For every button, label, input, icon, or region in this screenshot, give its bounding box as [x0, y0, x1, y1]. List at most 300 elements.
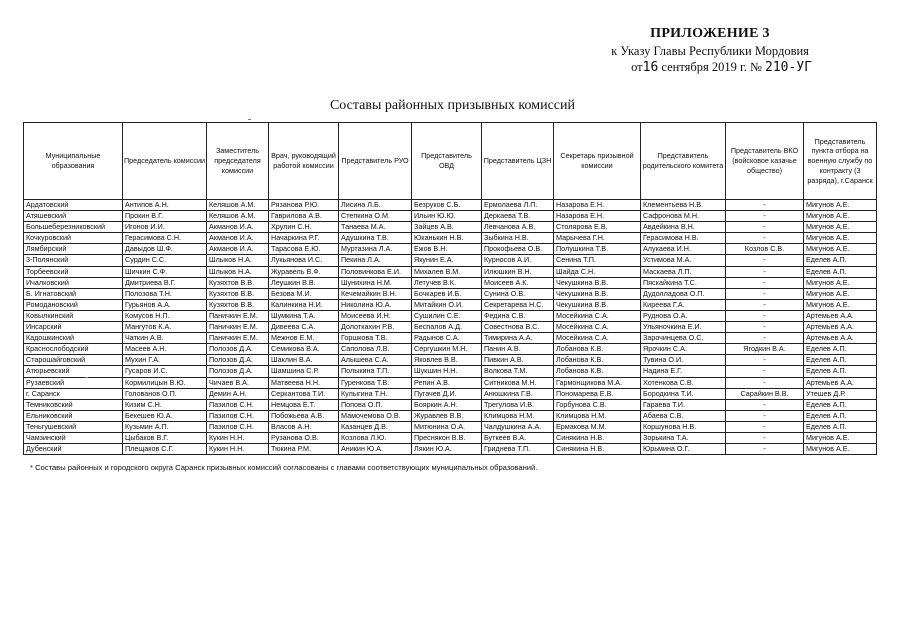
table-cell: Лукьянова И.С.: [269, 255, 339, 266]
table-cell: Шлыков Н.А.: [207, 266, 269, 277]
table-cell: Шамшина С.Р.: [269, 366, 339, 377]
table-cell: Чамзинский: [24, 432, 123, 443]
table-cell: Дудолладова О.П.: [641, 288, 726, 299]
table-cell: Пономарева Е.В.: [554, 388, 641, 399]
table-cell: Чекушкина В.В.: [554, 288, 641, 299]
footnote: * Составы районных и городского округа Саранск призывных комиссий согласованы с главами соответствующих муниципальных образований.: [30, 463, 538, 472]
table-cell: Полозова Т.Н.: [123, 288, 207, 299]
table-cell: Мамочемова О.В.: [339, 410, 412, 421]
table-row: [24, 310, 877, 321]
table-header-row: [24, 123, 877, 200]
table-cell: Кулыгина Т.Н.: [339, 388, 412, 399]
table-cell: Коршунова Н.В.: [641, 421, 726, 432]
table-cell: Ичалковский: [24, 277, 123, 288]
table-cell: Горбунова С.В.: [554, 399, 641, 410]
table-cell: -: [726, 277, 804, 288]
table-cell: Мигунов А.Е.: [804, 233, 877, 244]
table-cell: Кузьмин А.П.: [123, 421, 207, 432]
table-cell: Чекушкина В.В.: [554, 277, 641, 288]
table-cell: Масеев А.Н.: [123, 344, 207, 355]
table-cell: Гуренкова Т.В.: [339, 377, 412, 388]
table-cell: -: [726, 222, 804, 233]
header-deputy: Заместитель председателя комиссии: [207, 123, 269, 200]
table-cell: Гурьянов А.А.: [123, 299, 207, 310]
table-row: [24, 322, 877, 333]
table-cell: Адушкина Т.В.: [339, 233, 412, 244]
table-header: [24, 123, 877, 200]
table-cell: Танаева М.А.: [339, 222, 412, 233]
table-cell: Совестнова В.С.: [482, 322, 554, 333]
table-cell: Лякин Ю.А.: [412, 444, 482, 455]
table-cell: Зайцев А.В.: [412, 222, 482, 233]
table-cell: Ковылкинский: [24, 310, 123, 321]
table-cell: Якунин Е.А.: [412, 255, 482, 266]
table-cell: Плещаков С.Г.: [123, 444, 207, 455]
table-cell: -: [726, 211, 804, 222]
table-cell: Аникин Ю.А.: [339, 444, 412, 455]
table-cell: Буткеев В.А.: [482, 432, 554, 443]
table-cell: Ермолаева Л.П.: [482, 200, 554, 211]
table-cell: Долоткахин Р.В.: [339, 322, 412, 333]
table-cell: -: [726, 377, 804, 388]
table-row: [24, 233, 877, 244]
table-cell: -: [726, 399, 804, 410]
table-cell: Кузяхтов В.В.: [207, 277, 269, 288]
table-cell: Полыкина Т.П.: [339, 366, 412, 377]
table-cell: Безова М.И.: [269, 288, 339, 299]
table-cell: Атюрьевский: [24, 366, 123, 377]
table-cell: Полозов Д.А.: [207, 344, 269, 355]
table-cell: Полозов Д.А.: [207, 366, 269, 377]
table-cell: Муртазина Л.А.: [339, 244, 412, 255]
table-cell: Сушилин С.Е.: [412, 310, 482, 321]
table-cell: Киреева Г.А.: [641, 299, 726, 310]
table-cell: Еделев А.П.: [804, 344, 877, 355]
table-cell: Левчанова А.В.: [482, 222, 554, 233]
table-cell: Столярова Е.В.: [554, 222, 641, 233]
table-cell: Кизим С.Н.: [123, 399, 207, 410]
table-cell: Николина Ю.А.: [339, 299, 412, 310]
table-row: [24, 388, 877, 399]
appendix-title: ПРИЛОЖЕНИЕ 3: [650, 26, 770, 41]
table-cell: Торбеевский: [24, 266, 123, 277]
table-cell: Ярочкин С.А.: [641, 344, 726, 355]
table-cell: Секретарева Н.С.: [482, 299, 554, 310]
table-cell: Шунихина Н.М.: [339, 277, 412, 288]
table-cell: Ильин Ю.Ю.: [412, 211, 482, 222]
table-cell: Пяскайкина Т.С.: [641, 277, 726, 288]
table-row: [24, 299, 877, 310]
table-cell: Илюшкин В.Н.: [482, 266, 554, 277]
table-cell: Еделев А.П.: [804, 355, 877, 366]
table-cell: -: [726, 355, 804, 366]
table-cell: Тимирина А.А.: [482, 333, 554, 344]
table-cell: Козлова Л.Ю.: [339, 432, 412, 443]
table-cell: Шумкина Т.А.: [269, 310, 339, 321]
table-row: [24, 410, 877, 421]
table-cell: Акманов И.А.: [207, 222, 269, 233]
table-cell: Мигунов А.Е.: [804, 444, 877, 455]
table-cell: Климцова Н.М.: [482, 410, 554, 421]
table-cell: -: [726, 444, 804, 455]
table-cell: Еделев А.П.: [804, 366, 877, 377]
table-cell: Побожьева А.В.: [269, 410, 339, 421]
table-cell: Власов А.Н.: [269, 421, 339, 432]
table-cell: Журавель В.Ф.: [269, 266, 339, 277]
table-cell: Большеберезниковский: [24, 222, 123, 233]
table-cell: Рязанова Р.Ю.: [269, 200, 339, 211]
table-cell: Сарайкин В.В.: [726, 388, 804, 399]
table-cell: Радынов С.А.: [412, 333, 482, 344]
table-cell: Яковлев В.В.: [412, 355, 482, 366]
table-cell: Полушкина Т.В.: [554, 244, 641, 255]
table-cell: -: [726, 288, 804, 299]
table-cell: Деркаева Т.В.: [482, 211, 554, 222]
table-cell: Бородкина Т.И.: [641, 388, 726, 399]
table-row: [24, 444, 877, 455]
table-cell: -: [726, 299, 804, 310]
table-row: [24, 344, 877, 355]
table-cell: Журавлев В.В.: [412, 410, 482, 421]
table-cell: Михалев В.М.: [412, 266, 482, 277]
table-cell: Устимова М.А.: [641, 255, 726, 266]
table-cell: Мосейкина С.А.: [554, 322, 641, 333]
table-cell: Артемьев А.А.: [804, 310, 877, 321]
header-secretary: Секретарь призывной комиссии: [554, 123, 641, 200]
header-czn: Представитель ЦЗН: [482, 123, 554, 200]
table-cell: Прокофьева О.В.: [482, 244, 554, 255]
table-body: [24, 200, 877, 455]
table-cell: Пивкин А.В.: [482, 355, 554, 366]
table-cell: Бекешев Ю.А.: [123, 410, 207, 421]
table-cell: Голованов О.П.: [123, 388, 207, 399]
table-cell: Лямбирский: [24, 244, 123, 255]
table-cell: Акманов И.А.: [207, 244, 269, 255]
table-cell: Шичкин С.Ф.: [123, 266, 207, 277]
table-cell: Сенина Т.П.: [554, 255, 641, 266]
table-cell: Дмитриева В.Г.: [123, 277, 207, 288]
table-cell: Ельниковский: [24, 410, 123, 421]
header-municipality: Муниципальные образования: [24, 123, 123, 200]
table-cell: Горшкова Т.В.: [339, 333, 412, 344]
table-cell: Зыбкина Н.В.: [482, 233, 554, 244]
table-cell: -: [726, 255, 804, 266]
table-cell: -: [726, 266, 804, 277]
table-cell: Лисина Л.Б.: [339, 200, 412, 211]
appendix-date-line: [560, 60, 860, 75]
table-cell: Гаврилова А.В.: [269, 211, 339, 222]
table-cell: Степкина О.М.: [339, 211, 412, 222]
table-row: [24, 366, 877, 377]
table-cell: Калинкина Н.И.: [269, 299, 339, 310]
table-cell: Пазилов С.Н.: [207, 399, 269, 410]
table-cell: -: [726, 233, 804, 244]
table-cell: -: [726, 200, 804, 211]
table-cell: Межнов Е.М.: [269, 333, 339, 344]
table-cell: Саполова Л.В.: [339, 344, 412, 355]
table-cell: Авдейкина В.Н.: [641, 222, 726, 233]
table-cell: Игонов И.И.: [123, 222, 207, 233]
table-cell: Тарасова Е.Ю.: [269, 244, 339, 255]
table-cell: Надина Е.Г.: [641, 366, 726, 377]
table-cell: Сергушкин М.Н.: [412, 344, 482, 355]
table-cell: Пазилов С.Н.: [207, 410, 269, 421]
table-cell: Полозов Д.А.: [207, 355, 269, 366]
table-cell: Пазилов С.Н.: [207, 421, 269, 432]
table-cell: Клементьева Н.В.: [641, 200, 726, 211]
table-cell: Кочкуровский: [24, 233, 123, 244]
table-cell: Цыбаков В.Г.: [123, 432, 207, 443]
table-cell: Зорькина Т.А.: [641, 432, 726, 443]
table-cell: Еделев А.П.: [804, 266, 877, 277]
table-cell: Ромодановский: [24, 299, 123, 310]
table-cell: Кукин Н.Н.: [207, 432, 269, 443]
table-cell: Мангутов К.А.: [123, 322, 207, 333]
table-cell: Мигунов А.Е.: [804, 244, 877, 255]
table-cell: 3-Полянский: [24, 255, 123, 266]
table-cell: г. Саранск: [24, 388, 123, 399]
decree-number: 210-УГ: [765, 60, 812, 75]
table-cell: Артемьев А.А.: [804, 322, 877, 333]
table-cell: Утешев Д.Р.: [804, 388, 877, 399]
table-cell: Синякина Н.В.: [554, 432, 641, 443]
table-cell: Безруков С.Б.: [412, 200, 482, 211]
table-cell: Кормилицын В.Ю.: [123, 377, 207, 388]
table-cell: Паничкин Е.М.: [207, 310, 269, 321]
table-cell: -: [726, 410, 804, 421]
table-cell: Федина С.В.: [482, 310, 554, 321]
table-cell: Руднова О.А.: [641, 310, 726, 321]
table-cell: Мигунов А.Е.: [804, 211, 877, 222]
table-cell: Паничкин Е.М.: [207, 333, 269, 344]
table-cell: Климцова Н.М.: [554, 410, 641, 421]
table-cell: Кузяхтов В.В.: [207, 288, 269, 299]
table-cell: Еделев А.П.: [804, 399, 877, 410]
table-cell: Мигунов А.Е.: [804, 222, 877, 233]
table-cell: Половинкова Е.И.: [339, 266, 412, 277]
table-cell: Темниковский: [24, 399, 123, 410]
document-title: Составы районных призывных комиссий: [329, 98, 576, 113]
table-cell: Еделев А.П.: [804, 410, 877, 421]
table-cell: Мигунов А.Е.: [804, 200, 877, 211]
table-cell: Хотенкова С.В.: [641, 377, 726, 388]
table-cell: Келяшов А.М.: [207, 211, 269, 222]
table-cell: Мигунов А.Е.: [804, 299, 877, 310]
table-cell: Гармонщикова М.А.: [554, 377, 641, 388]
scan-speck: [85, 377, 88, 378]
table-cell: Шлыков Н.А.: [207, 255, 269, 266]
header-ruo: Представитель РУО: [339, 123, 412, 200]
table-cell: Чекушкина В.В.: [554, 299, 641, 310]
table-cell: Шайда С.Н.: [554, 266, 641, 277]
table-cell: Гараева Т.И.: [641, 399, 726, 410]
table-cell: Краснослободский: [24, 344, 123, 355]
commission-table: [23, 122, 877, 455]
table-cell: Митюнина О.А.: [412, 421, 482, 432]
table-cell: Б. Игнатовский: [24, 288, 123, 299]
table-cell: Тувина О.И.: [641, 355, 726, 366]
table-cell: Келяшов А.М.: [207, 200, 269, 211]
table-cell: Козлов С.В.: [726, 244, 804, 255]
table-cell: Ульяночкина Е.И.: [641, 322, 726, 333]
table-cell: Митайкин О.И.: [412, 299, 482, 310]
header-contract-point: Представитель пункта отбора на военную службу по контракту (3 разряда), г.Саранск: [804, 123, 877, 200]
table-cell: Хрулин С.Н.: [269, 222, 339, 233]
scan-speck: [248, 119, 251, 120]
table-cell: Антипов А.Н.: [123, 200, 207, 211]
table-cell: Мосейкина С.А.: [554, 333, 641, 344]
table-cell: Акманов И.А.: [207, 233, 269, 244]
table-cell: Чаткин А.В.: [123, 333, 207, 344]
table-cell: Маскаева Л.П.: [641, 266, 726, 277]
header-doctor: Врач, руководящий работой комиссии: [269, 123, 339, 200]
date-month-year: сентября 2019 г. №: [661, 60, 762, 74]
table-cell: Семикова В.А.: [269, 344, 339, 355]
table-cell: Сурдин С.С.: [123, 255, 207, 266]
table-cell: Мигунов А.Е.: [804, 432, 877, 443]
table-cell: Герасимова Н.В.: [641, 233, 726, 244]
date-prefix: от: [631, 60, 643, 74]
table-row: [24, 255, 877, 266]
table-cell: Гриднева Т.П.: [482, 444, 554, 455]
table-cell: Марычева Г.Н.: [554, 233, 641, 244]
table-cell: Мосейкина С.А.: [554, 310, 641, 321]
table-cell: Назарова Е.Н.: [554, 211, 641, 222]
table-cell: Анюшкина Г.В.: [482, 388, 554, 399]
table-row: [24, 288, 877, 299]
table-cell: Немцова Е.Т.: [269, 399, 339, 410]
date-day: 16: [642, 60, 659, 75]
header-ovd: Представитель ОВД: [412, 123, 482, 200]
table-cell: Ситникова М.Н.: [482, 377, 554, 388]
table-row: [24, 211, 877, 222]
table-cell: Теньгушевский: [24, 421, 123, 432]
table-cell: Комусов Н.П.: [123, 310, 207, 321]
table-cell: Беспалов А.Д.: [412, 322, 482, 333]
table-cell: Шаклин В.А.: [269, 355, 339, 366]
table-cell: Лобанова К.В.: [554, 344, 641, 355]
table-cell: Чичаев В.А.: [207, 377, 269, 388]
table-row: [24, 244, 877, 255]
table-cell: Репин А.В.: [412, 377, 482, 388]
table-row: [24, 432, 877, 443]
table-row: [24, 377, 877, 388]
table-cell: -: [726, 333, 804, 344]
header-parents-committee: Представитель родительского комитета: [641, 123, 726, 200]
table-row: [24, 266, 877, 277]
table-row: [24, 200, 877, 211]
table-cell: Еделев А.П.: [804, 255, 877, 266]
table-cell: Рузанова О.В.: [269, 432, 339, 443]
table-cell: Серкантова Т.И.: [269, 388, 339, 399]
table-cell: Бочкарев И.Б.: [412, 288, 482, 299]
appendix-header: [560, 26, 860, 75]
table-cell: -: [726, 421, 804, 432]
table-cell: Лобанова К.В.: [554, 355, 641, 366]
table-cell: Курносов А.И.: [482, 255, 554, 266]
table-cell: Пугачев Д.И.: [412, 388, 482, 399]
table-row: [24, 277, 877, 288]
table-cell: Трегулова И.В.: [482, 399, 554, 410]
table-cell: -: [726, 322, 804, 333]
table-cell: Попова О.П.: [339, 399, 412, 410]
table-cell: Летучев В.К.: [412, 277, 482, 288]
table-cell: Мигунов А.Е.: [804, 288, 877, 299]
table-cell: Чалдушкина А.А.: [482, 421, 554, 432]
table-cell: Демин А.Н.: [207, 388, 269, 399]
table-cell: Назарова Е.Н.: [554, 200, 641, 211]
table-cell: Инсарский: [24, 322, 123, 333]
table-cell: -: [726, 310, 804, 321]
table-cell: Кузяхтов В.В.: [207, 299, 269, 310]
table-cell: -: [726, 366, 804, 377]
table-cell: Начаркина Р.Г.: [269, 233, 339, 244]
table-cell: Волкова Т.М.: [482, 366, 554, 377]
table-cell: Юрьмина О.Г.: [641, 444, 726, 455]
table-cell: Ежов В.Н.: [412, 244, 482, 255]
table-cell: Еделев А.П.: [804, 421, 877, 432]
table-cell: Мухин Г.А.: [123, 355, 207, 366]
table-cell: Паничкин Е.М.: [207, 322, 269, 333]
table-cell: Сафронова М.Н.: [641, 211, 726, 222]
table-cell: Преснякон В.В.: [412, 432, 482, 443]
table-cell: Синякина Н.В.: [554, 444, 641, 455]
table-cell: Герасимова С.Н.: [123, 233, 207, 244]
header-vko: Представитель ВКО (войсковое казачье общество): [726, 123, 804, 200]
table-cell: Сунина О.В.: [482, 288, 554, 299]
table-cell: Дубенский: [24, 444, 123, 455]
table-cell: Казанцев Д.В.: [339, 421, 412, 432]
table-cell: Артемьев А.А.: [804, 333, 877, 344]
table-row: [24, 355, 877, 366]
table-cell: Пекина Л.А.: [339, 255, 412, 266]
table-cell: Кадошкинский: [24, 333, 123, 344]
table-cell: Абаева С.В.: [641, 410, 726, 421]
table-cell: Гусаров И.С.: [123, 366, 207, 377]
table-cell: Тюкина Р.М.: [269, 444, 339, 455]
table-cell: Моисеев А.К.: [482, 277, 554, 288]
table-cell: Юканькин Н.В.: [412, 233, 482, 244]
table-cell: Зарочинцева О.С.: [641, 333, 726, 344]
table-row: [24, 399, 877, 410]
table-cell: Панин А.В.: [482, 344, 554, 355]
table-cell: Давыдов Ш.Ф.: [123, 244, 207, 255]
table-cell: Дивеева С.А.: [269, 322, 339, 333]
table-cell: Атяшевский: [24, 211, 123, 222]
table-cell: Лобанова К.В.: [554, 366, 641, 377]
table-cell: Рузаевский: [24, 377, 123, 388]
table-row: [24, 421, 877, 432]
table-cell: Ягодкин В.А.: [726, 344, 804, 355]
table-cell: Ардатовский: [24, 200, 123, 211]
table-cell: Кечемайкин В.Н.: [339, 288, 412, 299]
table-row: [24, 222, 877, 233]
table-cell: -: [726, 432, 804, 443]
table-cell: Алышева С.А.: [339, 355, 412, 366]
table-cell: Ермакова М.М.: [554, 421, 641, 432]
appendix-decree-line: к Указу Главы Республики Мордовия: [611, 44, 809, 58]
table-cell: Старошайговский: [24, 355, 123, 366]
table-cell: Мигунов А.Е.: [804, 277, 877, 288]
header-chairman: Председатель комиссии: [123, 123, 207, 200]
table-cell: Бояркин А.Н.: [412, 399, 482, 410]
table-cell: Кукин Н.Н.: [207, 444, 269, 455]
table-cell: Моисеева И.Н.: [339, 310, 412, 321]
table-row: [24, 333, 877, 344]
table-cell: Леушкин В.В.: [269, 277, 339, 288]
table-cell: Шукшин Н.Н.: [412, 366, 482, 377]
table-cell: Матвеева Н.Н.: [269, 377, 339, 388]
